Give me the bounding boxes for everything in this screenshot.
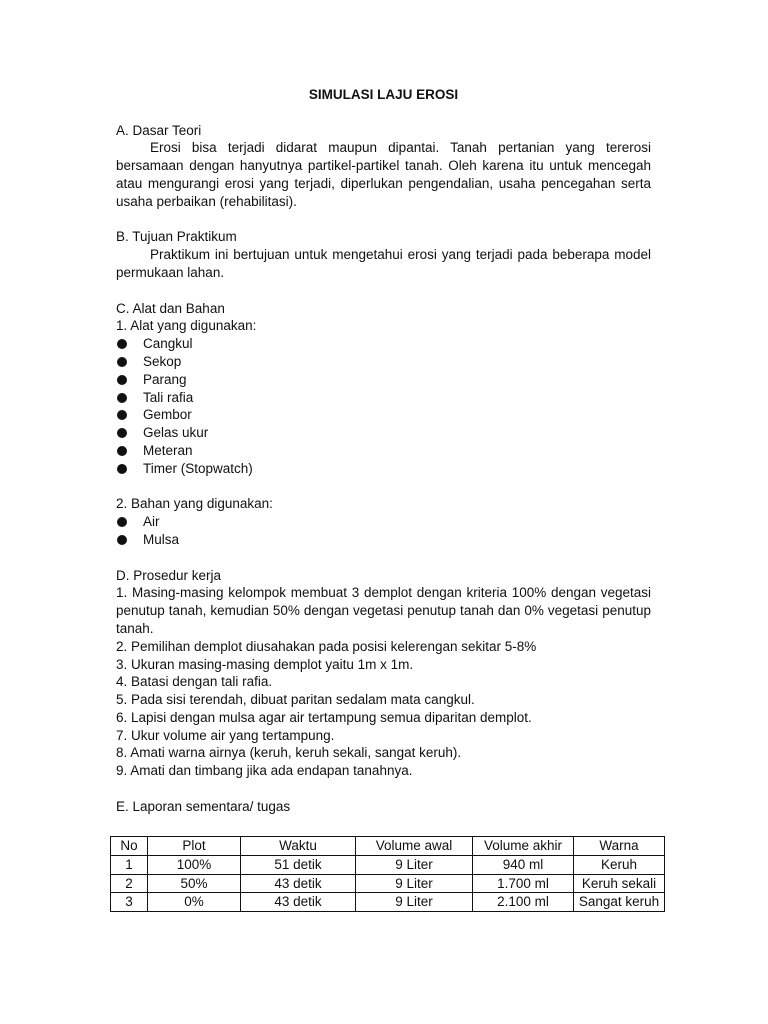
bullet-icon [117,517,127,527]
tools-heading: 1. Alat yang digunakan: [116,318,257,334]
procedure-step: 3. Ukuran masing-masing demplot yaitu 1m x 1m. [116,656,414,672]
tools-list [116,335,651,477]
table-cell: 43 detik [241,874,356,893]
table-row [111,874,665,893]
procedure-list [116,584,651,780]
section-b-heading: B. Tujuan Praktikum [116,229,237,245]
procedure-step: 8. Amati warna airnya (keruh, keruh sekali, sangat keruh). [116,745,462,761]
table-cell: 9 Liter [356,874,473,893]
list-item: Gembor [116,406,651,424]
section-b-text: Praktikum ini bertujuan untuk mengetahui erosi yang terjadi pada beberapa model permukaan lahan. [116,247,651,280]
table-header-row [111,837,665,856]
bullet-icon [117,428,127,438]
table-cell: 100% [148,855,241,874]
column-header-warna: Warna [574,837,665,856]
materials-heading: 2. Bahan yang digunakan: [116,496,273,512]
procedure-step: 6. Lapisi dengan mulsa agar air tertampung semua diparitan demplot. [116,709,532,725]
list-item: Meteran [116,442,651,460]
column-header-no: No [111,837,148,856]
procedure-step: 2. Pemilihan demplot diusahakan pada posisi kelerengan sekitar 5-8% [116,638,537,654]
bullet-icon [117,535,127,545]
section-a-text: Erosi bisa terjadi didarat maupun dipantai. Tanah pertanian yang tererosi bersamaan dengan hanyutnya partikel-partikel tanah. Oleh karena itu untuk mencegah atau mengurangi erosi yang terjadi, diperlukan pengendalian, usaha pencegahan serta usaha perbaikan (rehabilitasi). [116,140,651,209]
list-item: Mulsa [116,531,651,549]
list-item: Sekop [116,353,651,371]
list-item: Parang [116,371,651,389]
table-cell: 50% [148,874,241,893]
table-cell: Keruh [574,855,665,874]
table-cell: Keruh sekali [574,874,665,893]
section-c-heading: C. Alat dan Bahan [116,300,225,316]
table-cell: Sangat keruh [574,893,665,912]
procedure-step: 5. Pada sisi terendah, dibuat paritan sedalam mata cangkul. [116,692,475,708]
table-cell: 51 detik [241,855,356,874]
procedure-step: 4. Batasi dengan tali rafia. [116,674,273,690]
procedure-step: 7. Ukur volume air yang tertampung. [116,727,335,743]
table-row [111,893,665,912]
table-cell: 3 [111,893,148,912]
list-item: Gelas ukur [116,424,651,442]
procedure-step: 9. Amati dan timbang jika ada endapan tanahnya. [116,763,413,779]
column-header-volume-awal: Volume awal [356,837,473,856]
column-header-waktu: Waktu [241,837,356,856]
table-row [111,855,665,874]
bullet-icon [117,446,127,456]
bullet-icon [117,339,127,349]
section-e-heading: E. Laporan sementara/ tugas [116,798,291,814]
table-cell: 9 Liter [356,855,473,874]
list-item: Tali rafia [116,389,651,407]
table-cell: 1.700 ml [473,874,574,893]
column-header-volume-akhir: Volume akhir [473,837,574,856]
section-d-heading: D. Prosedur kerja [116,567,222,583]
bullet-icon [117,410,127,420]
procedure-step: 1. Masing-masing kelompok membuat 3 demplot dengan kriteria 100% dengan vegetasi penutup tanah, kemudian 50% dengan vegetasi penutup tanah dan 0% vegetasi penutup tanah. [116,585,651,636]
bullet-icon [117,464,127,474]
document-title: SIMULASI LAJU EROSI [308,87,459,102]
document-page [116,86,651,816]
list-item: Timer (Stopwatch) [116,460,651,478]
table-cell: 1 [111,855,148,874]
materials-list [116,513,651,549]
bullet-icon [117,357,127,367]
bullet-icon [117,375,127,385]
table-cell: 2 [111,874,148,893]
table-cell: 940 ml [473,855,574,874]
table-cell: 0% [148,893,241,912]
table-cell: 43 detik [241,893,356,912]
report-table [110,836,665,912]
section-a-heading: A. Dasar Teori [116,122,202,138]
bullet-icon [117,393,127,403]
table-cell: 2.100 ml [473,893,574,912]
table-cell: 9 Liter [356,893,473,912]
column-header-plot: Plot [148,837,241,856]
list-item: Air [116,513,651,531]
list-item: Cangkul [116,335,651,353]
